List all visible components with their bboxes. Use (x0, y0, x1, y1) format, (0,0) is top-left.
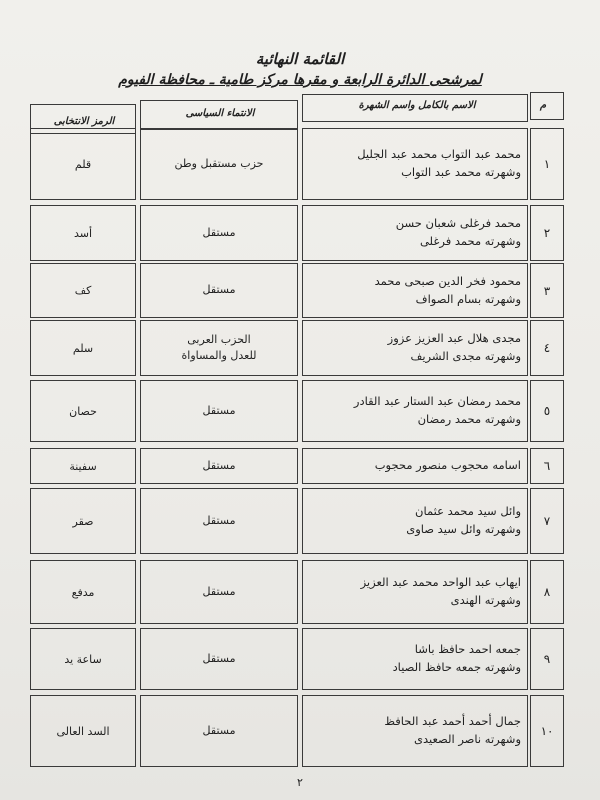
election-symbol: السد العالى (56, 724, 110, 738)
candidate-nickname: وشهرته مجدى الشريف (410, 349, 521, 363)
candidate-full-name: اسامه محجوب منصور محجوب (374, 458, 521, 473)
row-number: ٣ (543, 283, 551, 298)
party-affiliation: مستقل (202, 513, 236, 527)
row-number: ٩ (543, 652, 551, 666)
symbol-cell (30, 205, 136, 261)
row-number-cell (530, 448, 564, 484)
symbol-cell (30, 320, 136, 376)
candidate-name-cell (302, 380, 528, 442)
party-affiliation: مستقل (202, 458, 236, 472)
row-number-cell (530, 380, 564, 442)
row-number: ١٠ (540, 724, 554, 738)
candidate-name-cell (302, 263, 528, 318)
party-cell (140, 488, 298, 554)
party-cell (140, 205, 298, 261)
row-number: ٦ (543, 459, 551, 473)
candidate-nickname: وشهرته جمعه حافظ الصياد (392, 660, 521, 674)
election-symbol: كف (74, 284, 92, 297)
symbol-cell (30, 560, 136, 624)
party-cell (140, 128, 298, 200)
candidate-name-cell (302, 320, 528, 376)
symbol-cell (30, 628, 136, 690)
candidate-full-name: وائل سيد محمد عثمان (415, 504, 521, 519)
candidate-name-cell (302, 128, 528, 200)
candidate-full-name: مجدى هلال عبد العزيز عزوز (387, 331, 521, 346)
candidate-name-cell (302, 488, 528, 554)
candidate-full-name: جمعه احمد حافظ باشا (414, 642, 521, 657)
row-number: ٥ (543, 404, 551, 418)
candidate-nickname: وشهرته محمد عبد التواب (401, 165, 521, 179)
election-symbol: مدفع (71, 585, 95, 599)
party-cell (140, 320, 298, 376)
row-number: ٤ (543, 341, 551, 355)
row-number-cell (530, 128, 564, 200)
row-number-cell (530, 263, 564, 318)
election-symbol: حصان (69, 404, 97, 418)
header-num-box (530, 92, 564, 120)
election-symbol: سفينة (69, 459, 97, 473)
page-title: القائمة النهائية (255, 50, 345, 68)
candidate-full-name: محمد عبد التواب محمد عبد الجليل (357, 147, 521, 162)
party-cell (140, 448, 298, 484)
candidate-full-name: ايهاب عبد الواحد محمد عبد العزيز (360, 575, 521, 590)
candidate-full-name: محمود فخر الدين صبحى محمد (374, 273, 521, 288)
row-number: ٧ (543, 514, 551, 528)
row-number-cell (530, 628, 564, 690)
candidate-full-name: محمد فرغلى شعبان حسن (395, 216, 521, 231)
party-cell (140, 263, 298, 318)
row-number-cell (530, 488, 564, 554)
candidate-nickname: وشهرته محمد فرغلى (419, 234, 521, 248)
candidate-full-name: محمد رمضان عبد الستار عبد القادر (353, 394, 521, 409)
party-cell (140, 560, 298, 624)
row-number-cell (530, 205, 564, 261)
party-cell (140, 695, 298, 767)
symbol-cell (30, 380, 136, 442)
header-num: م (539, 100, 547, 111)
election-symbol: أسد (73, 226, 93, 240)
party-affiliation: للعدل والمساواة (181, 349, 257, 362)
symbol-cell (30, 488, 136, 554)
symbol-cell (30, 695, 136, 767)
candidate-name-cell (302, 695, 528, 767)
header-party-box (140, 100, 298, 130)
party-affiliation: مستقل (202, 403, 236, 417)
candidate-full-name: جمال أحمد أحمد عبد الحافظ (384, 714, 521, 729)
election-symbol: ساعة يد (64, 652, 102, 666)
election-symbol: قلم (74, 157, 92, 171)
header-name-box (302, 94, 528, 122)
page-subtitle: لمرشحى الدائرة الرابعة و مقرها مركز طامية ـ محافظة الفيوم (118, 72, 482, 88)
page-number: ٢ (297, 776, 303, 789)
party-affiliation: مستقل (202, 283, 236, 297)
election-symbol: سلم (72, 341, 94, 355)
symbol-cell (30, 128, 136, 200)
election-symbol: صقر (72, 514, 94, 528)
candidate-name-cell (302, 205, 528, 261)
header-name: الاسم بالكامل واسم الشهرة (358, 100, 476, 111)
party-cell (140, 380, 298, 442)
row-number: ٨ (543, 585, 551, 599)
row-number: ١ (543, 157, 551, 171)
party-affiliation: مستقل (202, 225, 236, 239)
candidate-nickname: وشهرته ناصر الصعيدى (413, 732, 521, 746)
party-affiliation: مستقل (202, 584, 236, 598)
row-number-cell (530, 320, 564, 376)
symbol-cell (30, 448, 136, 484)
symbol-cell (30, 263, 136, 318)
header-symbol: الرمز الانتخابى (53, 116, 115, 127)
row-number-cell (530, 695, 564, 767)
candidate-name-cell (302, 560, 528, 624)
row-number: ٢ (543, 226, 551, 240)
party-cell (140, 628, 298, 690)
party-affiliation: مستقل (202, 723, 236, 737)
candidate-nickname: وشهرته الهندى (450, 593, 521, 607)
candidate-nickname: وشهرته وائل سيد صاوى (406, 522, 521, 536)
party-affiliation: مستقل (202, 651, 236, 665)
candidate-name-cell (302, 628, 528, 690)
row-number-cell (530, 560, 564, 624)
candidate-name-cell (302, 448, 528, 484)
header-party: الانتماء السياسى (185, 108, 255, 119)
party-affiliation: حزب مستقبل وطن (174, 156, 264, 170)
party-affiliation: الحزب العربى (187, 332, 251, 346)
candidate-nickname: وشهرته بسام الصواف (415, 291, 521, 306)
candidate-nickname: وشهرته محمد رمضان (417, 412, 521, 426)
